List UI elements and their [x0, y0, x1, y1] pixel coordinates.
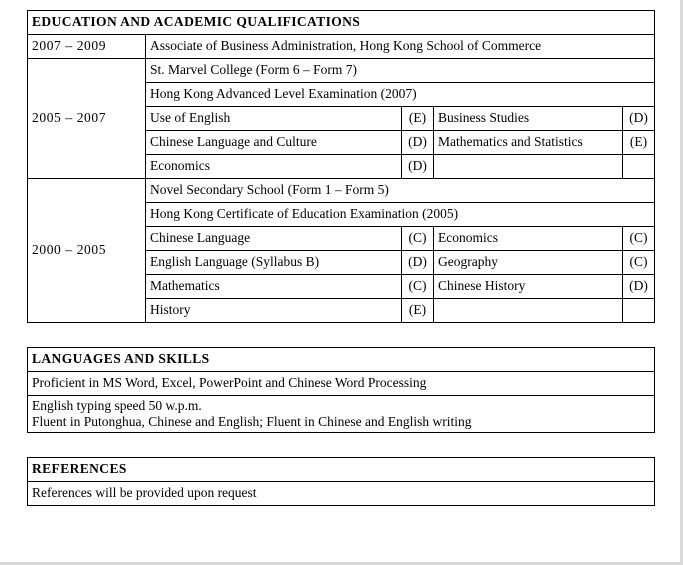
education-entry-row: [28, 59, 655, 83]
subject-right: Business Studies: [434, 107, 623, 131]
references-heading: REFERENCES: [28, 458, 655, 482]
resume-content: [27, 10, 654, 506]
education-heading: EDUCATION AND ACADEMIC QUALIFICATIONS: [28, 11, 655, 35]
grade-left: (D): [402, 251, 434, 275]
education-entry-row: [28, 35, 655, 59]
subject-left: Chinese Language and Culture: [146, 131, 402, 155]
languages-row: [28, 396, 655, 433]
education-years: 2000 – 2005: [28, 179, 146, 323]
subject-right: Economics: [434, 227, 623, 251]
education-exam: Hong Kong Advanced Level Examination (2007): [146, 83, 655, 107]
languages-heading-row: [28, 348, 655, 372]
section-gap: [27, 433, 654, 457]
grade-left: (C): [402, 275, 434, 299]
grade-left: (D): [402, 131, 434, 155]
subject-right: [434, 299, 623, 323]
grade-right: (C): [623, 227, 655, 251]
subject-right: Geography: [434, 251, 623, 275]
fluency-text: Fluent in Putonghua, Chinese and English; Fluent in Chinese and English writing: [32, 413, 472, 429]
references-row: [28, 482, 655, 506]
education-title: Associate of Business Administration, Hong Kong School of Commerce: [146, 35, 655, 59]
subject-left: Chinese Language: [146, 227, 402, 251]
subject-left: Economics: [146, 155, 402, 179]
grade-right: [623, 155, 655, 179]
subject-left: Use of English: [146, 107, 402, 131]
languages-skill-text: Proficient in MS Word, Excel, PowerPoint and Chinese Word Processing: [28, 372, 655, 396]
education-entry-row: [28, 179, 655, 203]
subject-left: History: [146, 299, 402, 323]
education-table: [27, 10, 655, 323]
languages-detail-cell: [28, 396, 655, 433]
subject-right: Chinese History: [434, 275, 623, 299]
education-title: Novel Secondary School (Form 1 – Form 5): [146, 179, 655, 203]
references-text: References will be provided upon request: [28, 482, 655, 506]
education-years: 2007 – 2009: [28, 35, 146, 59]
grade-left: (D): [402, 155, 434, 179]
languages-heading: LANGUAGES AND SKILLS: [28, 348, 655, 372]
references-table: [27, 457, 655, 506]
education-exam: Hong Kong Certificate of Education Examination (2005): [146, 203, 655, 227]
grade-right: (C): [623, 251, 655, 275]
typing-speed-text: English typing speed 50 w.p.m.: [32, 398, 202, 413]
education-title: St. Marvel College (Form 6 – Form 7): [146, 59, 655, 83]
grade-left: (E): [402, 299, 434, 323]
grade-right: [623, 299, 655, 323]
languages-table: [27, 347, 655, 433]
grade-right: (E): [623, 131, 655, 155]
grade-left: (E): [402, 107, 434, 131]
subject-right: [434, 155, 623, 179]
references-heading-row: [28, 458, 655, 482]
section-gap: [27, 323, 654, 347]
grade-right: (D): [623, 275, 655, 299]
grade-left: (C): [402, 227, 434, 251]
subject-right: Mathematics and Statistics: [434, 131, 623, 155]
languages-row: [28, 372, 655, 396]
subject-left: English Language (Syllabus B): [146, 251, 402, 275]
subject-left: Mathematics: [146, 275, 402, 299]
education-heading-row: [28, 11, 655, 35]
grade-right: (D): [623, 107, 655, 131]
education-years: 2005 – 2007: [28, 59, 146, 179]
